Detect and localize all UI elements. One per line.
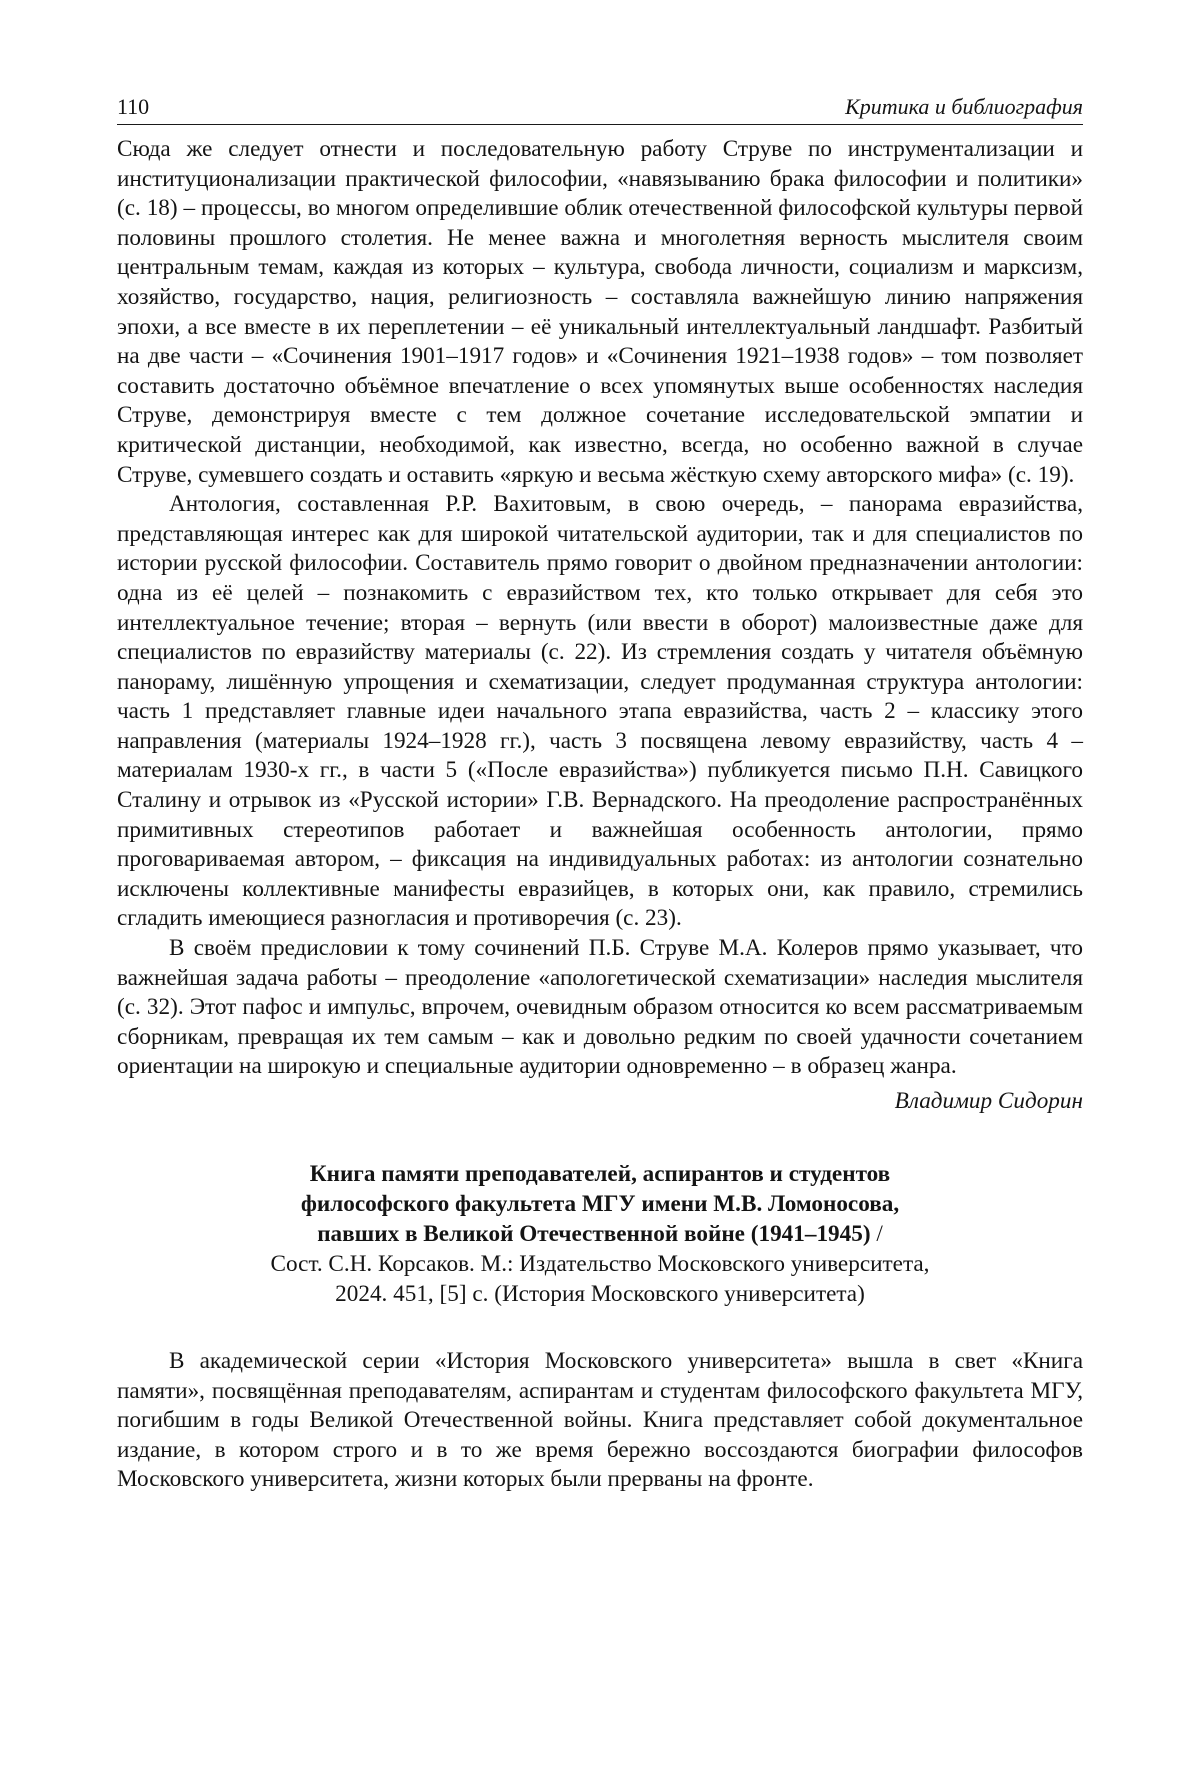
book-title-line — [117, 1219, 1083, 1249]
book-title-line: философского факультета МГУ имени М.В. Ломоносова, — [300, 1191, 900, 1217]
book-publication-info: 2024. 451, [5] с. (История Московского университета) — [335, 1281, 865, 1307]
paragraph: Сюда же следует отнести и последовательную работу Струве по инструментализации и институционализации практической философии, «навязыванию брака философии и политики» (с. 18) – процессы, во многом определившие облик отечественной философской культуры первой половины прошлого столетия. Не менее важна и многолетняя верность мыслителя своим центральным темам, каждая из которых – культура, свобода личности, социализм и марксизм, хозяйство, государство, нация, религиозность – составляла важнейшую линию напряжения эпохи, а все вместе в их переплетении – её уникальный интеллектуальный ландшафт. Разбитый на две части – «Сочинения 1901–1917 годов» и «Сочинения 1921–1938 годов» – том позволяет составить достаточно объёмное впечатление о всех упомянутых выше особенностях наследия Струве, демонстрируя вместе с тем должное сочетание исследовательской эмпатии и критической дистанции, необходимой, как известно, всегда, но особенно важной в случае Струве, сумевшего создать и оставить «яркую и весьма жёсткую схему авторского мифа» (с. 19). — [117, 136, 1083, 488]
title-separator: / — [870, 1221, 883, 1247]
book-title-line: Книга памяти преподавателей, аспирантов и студентов — [309, 1161, 891, 1187]
book-publication-info: Сост. С.Н. Корсаков. М.: Издательство Московского университета, — [270, 1251, 930, 1277]
page-number: 110 — [117, 94, 150, 119]
review-memory-book — [117, 1347, 1083, 1495]
book-citation — [117, 1159, 1083, 1309]
section-title: Критика и библиография — [845, 94, 1083, 119]
review-sidorin — [117, 135, 1083, 1116]
running-header — [117, 88, 1083, 125]
book-title-line-text: павших в Великой Отечественной войне (1941–1945) — [317, 1221, 871, 1247]
review-author: Владимир Сидорин — [894, 1088, 1083, 1114]
paragraph: Антология, составленная Р.Р. Вахитовым, в свою очередь, – панорама евразийства, представляющая интерес как для широкой читательской аудитории, так и для специалистов по истории русской философии. Составитель прямо говорит о двойном предназначении антологии: одна из её целей – познакомить с евразийством тех, кто только открывает для себя это интеллектуальное течение; вторая – вернуть (или ввести в оборот) малоизвестные даже для специалистов по евразийству материалы (с. 22). Из стремления создать у читателя объёмную панораму, лишённую упрощения и схематизации, следует продуманная структура антологии: часть 1 представляет главные идеи начального этапа евразийства, часть 2 – классику этого направления (материалы 1924–1928 гг.), часть 3 посвящена левому евразийству, часть 4 – материалам 1930-х гг., в части 5 («После евразийства») публикуется письмо П.Н. Савицкого Сталину и отрывок из «Русской истории» Г.В. Вернадского. На преодоление распространённых примитивных стереотипов работает и важнейшая особенность антологии, прямо проговариваемая автором, – фиксация на индивидуальных работах: из антологии сознательно исключены коллективные манифесты евразийцев, в которых они, как правило, стремились сгладить имеющиеся разногласия и противоречия (с. 23). — [117, 491, 1083, 932]
journal-page — [117, 88, 1083, 1495]
paragraph: В своём предисловии к тому сочинений П.Б. Струве М.А. Колеров прямо указывает, что важнейшая задача работы – преодоление «апологетической схематизации» наследия мыслителя (с. 32). Этот пафос и импульс, впрочем, очевидным образом относится ко всем рассматриваемым сборникам, превращая их тем самым – как и довольно редким по своей удачности сочетанием ориентации на широкую и специальные аудитории одновременно – в образец жанра. — [117, 935, 1083, 1080]
book-title — [117, 1159, 1083, 1249]
paragraph: В академической серии «История Московского университета» вышла в свет «Книга памяти», посвящённая преподавателям, аспирантам и студентам философского факультета МГУ, погибшим в годы Великой Отечественной войны. Книга представляет собой документальное издание, в котором строго и в то же время бережно воссоздаются биографии философов Московского университета, жизни которых были прерваны на фронте. — [117, 1348, 1083, 1493]
